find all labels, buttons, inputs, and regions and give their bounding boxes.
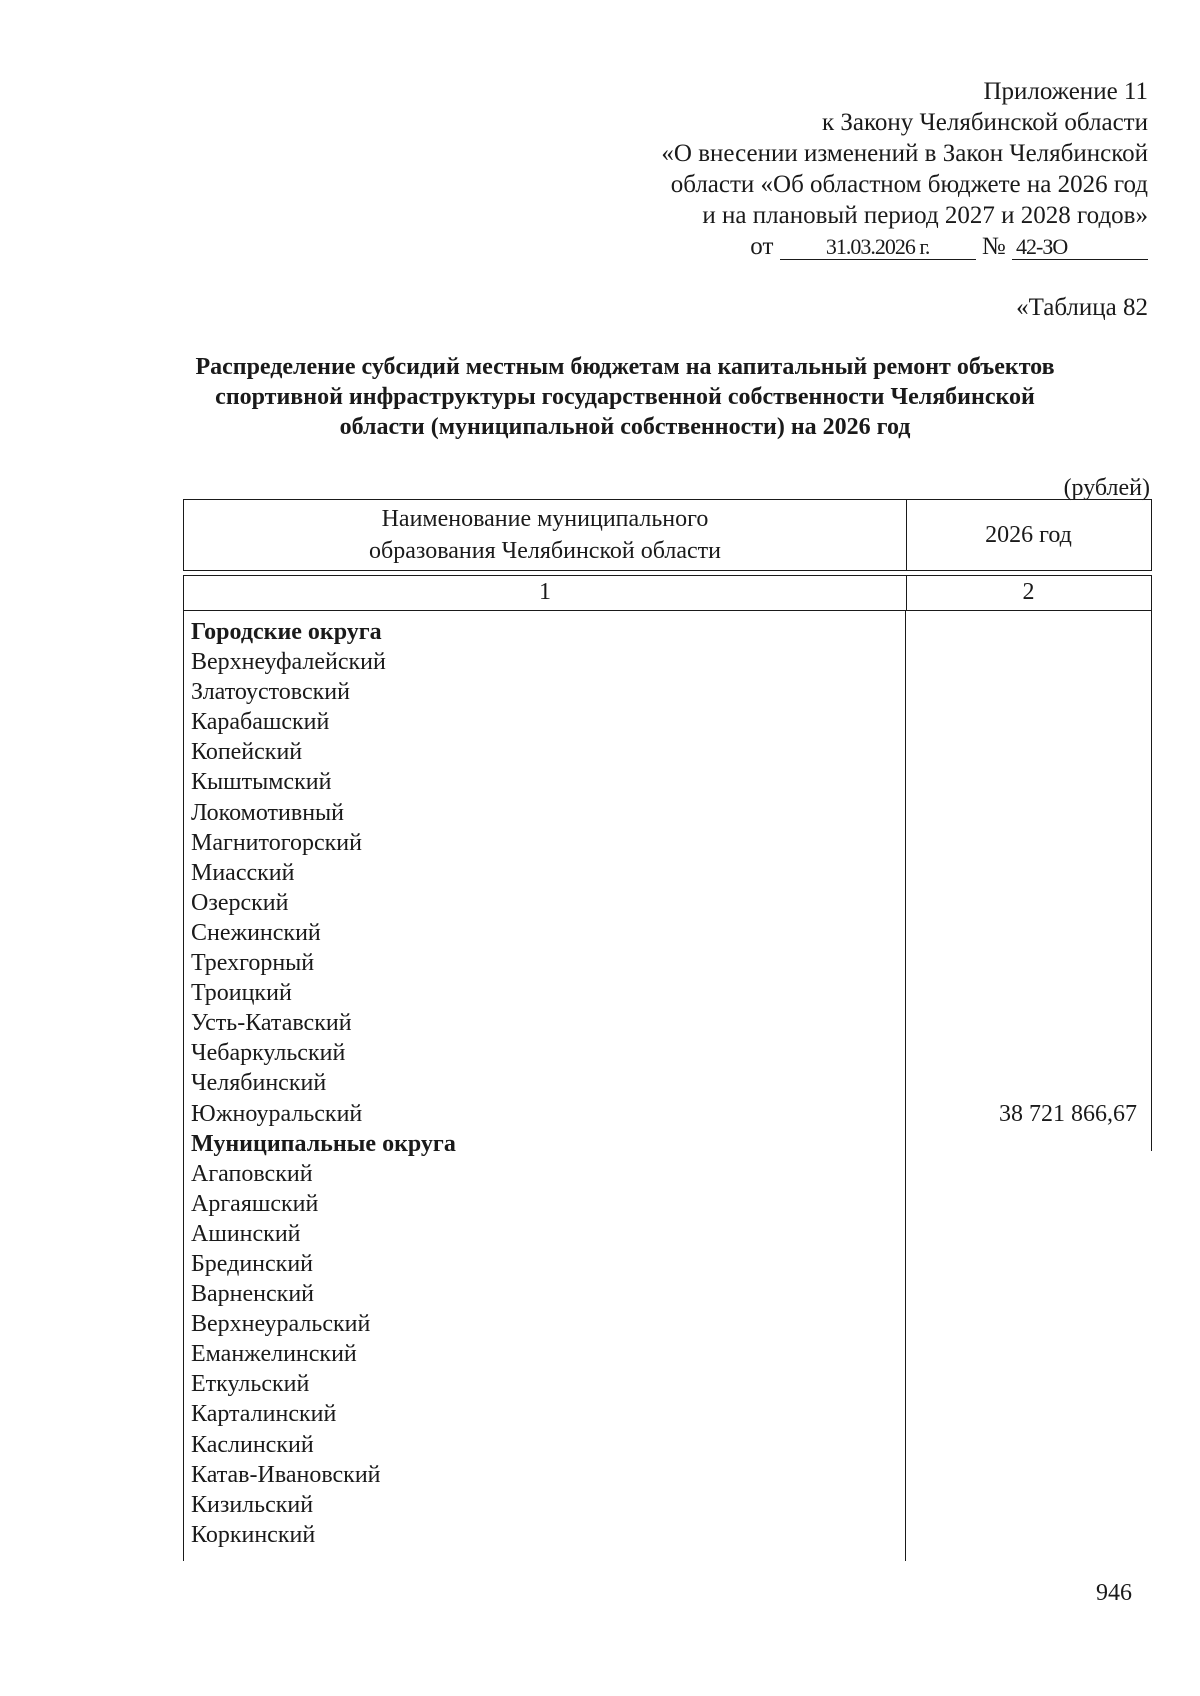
table-group-row (191, 1129, 1141, 1159)
table-row (191, 1339, 1141, 1369)
municipality-name: Каслинский (191, 1431, 314, 1458)
table-row (191, 828, 1141, 858)
municipality-name: Снежинский (191, 919, 321, 946)
table-rows (191, 617, 1141, 1550)
appendix-line: и на плановый период 2027 и 2028 годов» (702, 202, 1148, 229)
document-title (170, 352, 1080, 442)
title-line: Распределение субсидий местным бюджетам на капитальный ремонт объектов (195, 354, 1055, 380)
column-header-line: образования Челябинской области (369, 538, 721, 564)
table-row (191, 1520, 1141, 1550)
table-row (191, 888, 1141, 918)
table-row (191, 1038, 1141, 1068)
table-row (191, 1189, 1141, 1219)
page-number: 946 (1096, 1580, 1132, 1606)
table-row (191, 677, 1141, 707)
table-row (191, 1099, 1141, 1129)
municipality-name: Варненский (191, 1281, 314, 1308)
column-number-row (183, 575, 1152, 611)
table-row (191, 1490, 1141, 1520)
title-line: спортивной инфраструктуры государственной собственности Челябинской (215, 384, 1035, 410)
municipality-name: Локомотивный (191, 799, 345, 826)
table-row (191, 737, 1141, 767)
column-number: 2 (1022, 579, 1035, 605)
title-line: области (муниципальной собственности) на 2026 год (339, 414, 911, 440)
group-name: Городские округа (191, 619, 382, 645)
table-row (191, 948, 1141, 978)
table-group-row (191, 617, 1141, 647)
municipality-name: Карталинский (191, 1401, 337, 1428)
column-header-municipality (184, 500, 907, 570)
table-row (191, 918, 1141, 948)
law-number: 42-ЗО (1012, 235, 1148, 260)
municipality-name: Верхнеуральский (191, 1311, 371, 1338)
table-row (191, 1309, 1141, 1339)
municipality-name: Карабашский (191, 709, 330, 736)
municipality-name: Миасский (191, 859, 295, 886)
municipality-name: Аргаяшский (191, 1190, 319, 1217)
group-name: Муниципальные округа (191, 1130, 456, 1157)
municipality-name: Верхнеуфалейский (191, 649, 386, 676)
appendix-line: области «Об областном бюджете на 2026 год (670, 171, 1148, 198)
table-border-left (183, 611, 184, 1561)
municipality-name: Еманжелинский (191, 1341, 357, 1368)
table-row (191, 1460, 1141, 1490)
municipality-name: Трехгорный (191, 950, 315, 977)
table-row (191, 1399, 1141, 1429)
number-prefix: № (981, 233, 1006, 260)
municipality-name: Ашинский (191, 1220, 301, 1247)
appendix-line: «О внесении изменений в Закон Челябинской (661, 140, 1148, 167)
table-reference: «Таблица 82 (1016, 294, 1148, 321)
municipality-name: Усть-Катавский (191, 1010, 352, 1037)
table-row (191, 767, 1141, 797)
table-row (191, 647, 1141, 677)
municipality-name: Катав-Ивановский (191, 1461, 381, 1488)
column-number: 1 (184, 576, 907, 610)
table-row (191, 1219, 1141, 1249)
municipality-name: Кыштымский (191, 769, 332, 796)
municipality-name: Кизильский (191, 1491, 314, 1518)
municipality-name: Челябинский (191, 1070, 327, 1097)
municipality-name: Еткульский (191, 1371, 310, 1398)
law-date-number-line (588, 231, 1148, 262)
table-header-row (183, 499, 1152, 571)
municipality-name: Озерский (191, 889, 289, 916)
table-row (191, 1369, 1141, 1399)
municipality-name: Златоустовский (191, 679, 350, 706)
table-row (191, 1430, 1141, 1460)
municipality-name: Чебаркульский (191, 1040, 346, 1067)
table-row (191, 1159, 1141, 1189)
appendix-line: к Закону Челябинской области (822, 109, 1148, 136)
column-header-line: Наименование муниципального (381, 506, 709, 532)
municipality-name: Копейский (191, 739, 303, 766)
municipality-name: Троицкий (191, 980, 292, 1007)
table-row (191, 858, 1141, 888)
table-border-right (1151, 611, 1152, 1151)
law-date: 31.03.2026 г. (780, 235, 976, 260)
table-row (191, 978, 1141, 1008)
table-row (191, 798, 1141, 828)
municipality-name: Брединский (191, 1250, 314, 1277)
municipality-name: Коркинский (191, 1521, 316, 1548)
table-row (191, 1068, 1141, 1098)
column-header-2026: 2026 год (985, 521, 1072, 548)
date-prefix: от (750, 233, 774, 260)
appendix-line: Приложение 11 (983, 78, 1148, 105)
subsidy-table (183, 499, 1152, 1561)
table-row (191, 1008, 1141, 1038)
table-row (191, 707, 1141, 737)
subsidy-value: 38 721 866,67 (999, 1100, 1137, 1127)
table-row (191, 1249, 1141, 1279)
municipality-name: Агаповский (191, 1160, 313, 1187)
municipality-name: Южноуральский (191, 1100, 363, 1127)
units-label: (рублей) (1063, 475, 1150, 501)
table-row (191, 1279, 1141, 1309)
appendix-header (588, 76, 1148, 262)
table-body (183, 611, 1152, 1561)
municipality-name: Магнитогорский (191, 829, 362, 856)
